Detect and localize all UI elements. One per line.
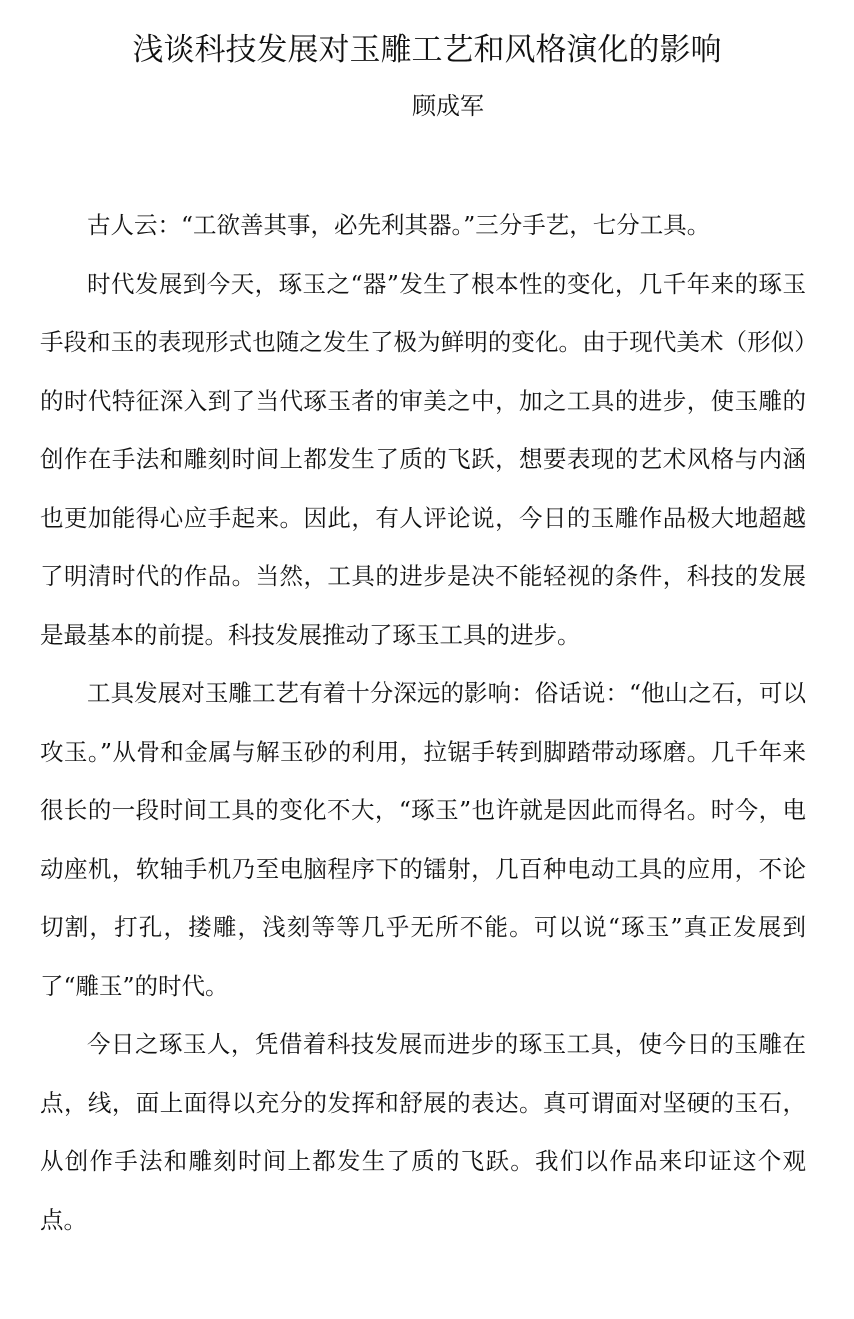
- paragraph-4: 今日之琢玉人，凭借着科技发展而进步的琢玉工具，使今日的玉雕在点，线，面上面得以充分的发挥和舒展的表达。真可谓面对坚硬的玉石，从创作手法和雕刻时间上都发生了质的飞跃。我们以作品来印证这个观点。: [40, 1030, 806, 1234]
- paragraph-2: 时代发展到今天，琢玉之“器”发生了根本性的变化，几千年来的琢玉手段和玉的表现形式也随之发生了极为鲜明的变化。由于现代美术（形似）的时代特征深入到了当代琢玉者的审美之中，加之工具的进步，使玉雕的创作在手法和雕刻时间上都发生了质的飞跃，想要表现的艺术风格与内涵也更加能得心应手起来。因此，有人评论说，今日的玉雕作品极大地超越了明清时代的作品。当然，工具的进步是决不能轻视的条件，科技的发展是最基本的前提。科技发展推动了琢玉工具的进步。: [40, 269, 806, 649]
- document-body: [40, 196, 806, 1249]
- paragraph-1: 古人云：“工欲善其事，必先利其器。”三分手艺，七分工具。: [87, 211, 711, 239]
- document-author: 顾成军: [412, 92, 484, 120]
- document-title: 浅谈科技发展对玉雕工艺和风格演化的影响: [132, 32, 722, 68]
- paragraph-3: 工具发展对玉雕工艺有着十分深远的影响：俗话说：“他山之石，可以攻玉。”从骨和金属与解玉砂的利用，拉锯手转到脚踏带动琢磨。几千年来很长的一段时间工具的变化不大，“琢玉”也许就是因此而得名。时今，电动座机，软轴手机乃至电脑程序下的镭射，几百种电动工具的应用，不论切割，打孔，搂雕，浅刻等等几乎无所不能。可以说“琢玉”真正发展到了“雕玉”的时代。: [40, 679, 806, 1000]
